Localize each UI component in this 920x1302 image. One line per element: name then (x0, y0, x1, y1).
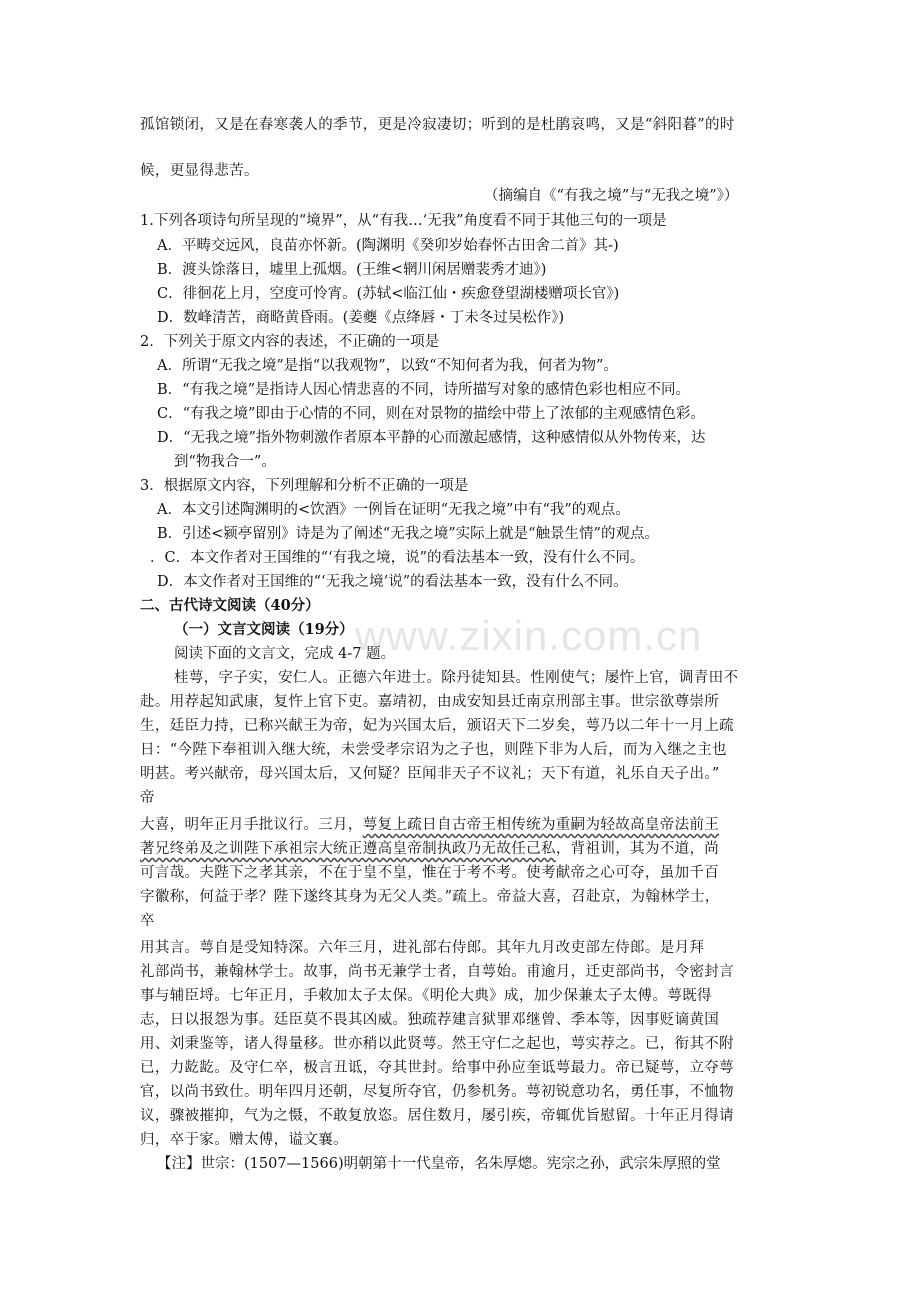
classical-text-segment: 大喜，明年正月手批议行。三月， (140, 817, 363, 833)
question-2-option-d: D．“无我之境”指外物刺激作者原本平静的心而激起感情，这种感情似从外物传来，达 (157, 430, 706, 446)
classical-text-line: 可言哉。夫陛下之孝其亲，不在于皇不皇，惟在于考不考。使考献帝之心可夺，虽加千百 (140, 865, 720, 881)
question-1-stem: 1.下列各项诗句所呈现的“境界”，从“有我…‘无我”角度看不同于其他三句的一项是 (140, 213, 667, 229)
question-3-option-b: B．引述<颍亭留别》诗是为了阐述“无我之境”实际上就是“触景生情”的观点。 (157, 526, 659, 542)
classical-text-line (140, 815, 719, 835)
wavy-underlined-sentence: 萼复上疏日自古帝王相传统为重嗣为轻故高皇帝法前王 (362, 817, 720, 833)
wavy-underlined-sentence: 著兄终弟及之训陛下承祖宗大统正遵高皇帝制执政乃无故任己私 (140, 841, 556, 857)
classical-text-line: 明甚。考兴献帝，母兴国太后，又何疑？臣闻非天子不议礼；天下有道，礼乐自天子出。” (140, 766, 720, 782)
classical-text-line: 卒 (140, 913, 155, 929)
question-2-option-b: B．“有我之境”是指诗人因心情悲喜的不同，诗所描写对象的感情色彩也相应不同。 (157, 382, 690, 398)
passage-line: 候，更显得悲苦。 (140, 163, 259, 179)
source-citation: （摘编自《“有我之境”与“无我之境”》） (484, 188, 739, 204)
question-1-option-d: D．数峰清苦，商略黄昏雨。(姜夔《点绛唇・丁未冬过吴松作》) (157, 310, 565, 326)
question-1-option-c: C．徘徊花上月，空度可怜宵。(苏轼<临江仙・疾愈登望湖楼赠项长官》) (157, 286, 620, 302)
section-2-instruction: 阅读下面的文言文，完成 4-7 题。 (174, 646, 396, 662)
section-2-subtitle: （一）文言文阅读（19分） (174, 621, 354, 638)
question-1-option-b: B．渡头馀落日，墟里上孤烟。(王维<辋川闲居赠裴秀才迪》) (157, 262, 547, 278)
classical-text-line: 用其言。萼自是受知特深。六年三月，进礼部右侍郎。其年九月改吏部左侍郎。是月拜 (140, 940, 705, 956)
question-3-option-c: ．C．本文作者对王国维的“‘有我之境，说”的看法基本一致，没有什么不同。 (150, 550, 645, 566)
classical-text-line: 礼部尚书，兼翰林学士。故事，尚书无兼学士者，自萼始。甫逾月，迁吏部尚书，令密封言 (140, 964, 734, 980)
passage-line: 孤馆锁闭，又是在春寒袭人的季节，更是冷寂凄切；听到的是杜鹃哀鸣，又是“斜阳暮”的时 (140, 117, 735, 133)
classical-text-line: 桂萼，字子实，安仁人。正德六年进士。除丹徒知县。性刚使气；屡忤上官，调青田不 (174, 670, 739, 686)
annotation-note: 【注】世宗：(1507—1566)明朝第十一代皇帝，名朱厚熜。宪宗之孙，武宗朱厚照的堂 (157, 1156, 721, 1172)
section-2-title: 二、古代诗文阅读（40分） (140, 597, 320, 614)
question-3-option-d: D．本文作者对王国维的“‘无我之境’说”的看法基本一致，没有什么不同。 (157, 574, 628, 590)
classical-text-line: 生，廷臣力持，已称兴献王为帝，妃为兴国太后，颁诏天下二岁矣，萼乃以二年十一月上疏 (140, 718, 734, 734)
classical-text-line: 议，骤被摧抑，气为之慑，不敢复放恣。居住数月，屡引疾，帝辄优旨慰留。十年正月得请 (140, 1108, 734, 1124)
classical-text-line: 帝 (140, 790, 155, 806)
classical-text-line: 归，卒于家。赠太傅，谥文襄。 (140, 1132, 348, 1148)
classical-text-line: 志，日以报怨为事。廷臣莫不畏其凶威。独疏荐建言狱罪邓继曾、季本等，因事贬谪黄国 (140, 1012, 720, 1028)
question-2-option-c: C．“有我之境”即由于心情的不同，则在对景物的描绘中带上了浓郁的主观感情色彩。 (157, 406, 705, 422)
classical-text-line: 已，力龁龁。及守仁卒，极言丑诋，夺其世封。给事中孙应奎诋萼最力。帝已疑萼，立夺萼 (140, 1060, 734, 1076)
classical-text-line: 官，以尚书致仕。明年四月还朝，尽复所夺官，仍参机务。萼初锐意功名，勇任事，不恤物 (140, 1084, 734, 1100)
classical-text-line: 赴。用荐起知武康，复忤上官下吏。嘉靖初，由成安知县迁南京刑部主事。世宗欲尊崇所 (140, 694, 720, 710)
classical-text-line: 日：“今陛下奉祖训入继大统，未尝受孝宗诏为之子也，则陛下非为人后，而为入继之主也 (140, 742, 727, 758)
classical-text-line: 用、刘秉鉴等，诸人得量移。世亦稍以此贤萼。然王守仁之起也，萼实荐之。已，衔其不附 (140, 1036, 734, 1052)
classical-text-line (140, 839, 719, 859)
watermark: www.zixin.com.cn (355, 612, 703, 659)
classical-text-line: 事与辅臣埒。七年正月，手敕加太子太保。《明伦大典》成，加少保兼太子太傅。萼既得 (140, 988, 712, 1004)
classical-text-line: 字徽称，何益于孝？陛下遂终其身为无父人类。”疏上。帝益大喜，召赴京，为翰林学士， (140, 889, 720, 905)
question-2-option-a: A．所谓“无我之境”是指“以我观物”，以致“不知何者为我，何者为物”。 (157, 358, 618, 374)
classical-text-segment: ，背祖训，其为不道，尚 (555, 841, 720, 857)
question-2-stem: 2．下列关于原文内容的表述，不正确的一项是 (140, 334, 440, 350)
question-3-stem: 3．根据原文内容，下列理解和分析不正确的一项是 (140, 478, 469, 494)
question-2-option-d-cont: 到“物我合一”。 (174, 454, 276, 470)
question-1-option-a: A．平畴交远风，良苗亦怀新。(陶渊明《癸卯岁始春怀古田舍二首》其-) (157, 238, 619, 254)
question-3-option-a: A．本文引述陶渊明的<饮酒》一例旨在证明“无我之境”中有“我”的观点。 (157, 502, 630, 518)
